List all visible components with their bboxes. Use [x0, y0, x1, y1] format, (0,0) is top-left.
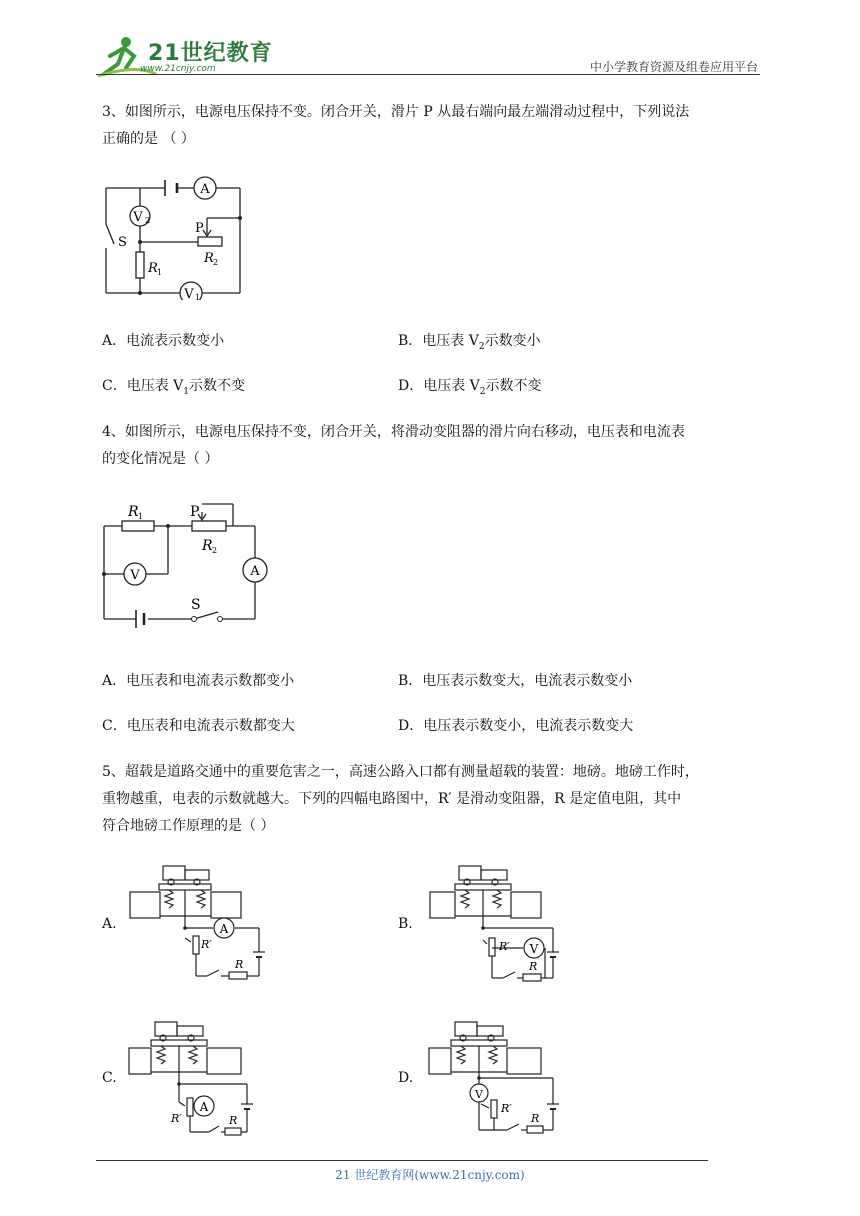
q4-slider-label: P [190, 504, 200, 520]
q5b-voltmeter-label: V [529, 942, 539, 956]
q3-v2-sub: 2 [145, 216, 151, 225]
q3-r1-label: R [148, 261, 158, 276]
question-4-line1: 4、如图所示，电源电压保持不变，闭合开关，将滑动变阻器的滑片向右移动，电压表和电流表 [102, 424, 685, 440]
q5b-r-label: R [529, 960, 538, 973]
q3-v1-sub: 1 [195, 293, 201, 300]
q4-option-d[interactable]: D．电压表示数变小，电流表示数变大 [398, 718, 634, 734]
q5d-rp-label: R′ [501, 1102, 512, 1115]
q5-circuit-d [425, 1018, 575, 1142]
question-4 [102, 419, 762, 473]
question-5 [102, 759, 762, 840]
q4-switch-label: S [191, 597, 201, 613]
q4-ammeter-label: A [250, 564, 260, 579]
q4-option-c[interactable]: C．电压表和电流表示数都变大 [102, 718, 295, 734]
q4-option-b[interactable]: B．电压表示数变大，电流表示数变小 [398, 673, 633, 689]
q3-option-c[interactable]: C．电压表 $V_1$示数不变 [102, 378, 246, 397]
q4-circuit-diagram [98, 496, 273, 636]
q5-option-a-label[interactable]: A. [102, 916, 117, 932]
q3-option-d[interactable]: D．电压表 $V_2$示数不变 [398, 378, 542, 397]
q4-r2-sub: 2 [212, 546, 218, 555]
q5c-r-label: R [229, 1114, 238, 1127]
q5a-rp-label: R′ [201, 938, 212, 951]
footer-divider [96, 1160, 708, 1161]
q5a-ammeter-label: A [219, 922, 229, 936]
q3-option-a[interactable]: A．电流表示数变小 [102, 333, 225, 349]
question-5-line2: 重物越重，电表的示数就越大。下列的四幅电路图中，R′ 是滑动变阻器，R 是定值电阻，其中 [102, 791, 682, 807]
q4-option-a[interactable]: A．电压表和电流表示数都变小 [102, 673, 295, 689]
question-3-line1: 3、如图所示，电源电压保持不变。闭合开关，滑片 P 从最右端向最左端滑动过程中，下列说法 [102, 104, 690, 120]
q5c-rp-label: R′ [171, 1112, 182, 1125]
q5d-voltmeter-label: V [475, 1088, 483, 1101]
q4-r1-label: R [128, 504, 139, 520]
q3-r2-label: R [204, 251, 214, 266]
question-4-line2: 的变化情况是（ ） [102, 451, 219, 467]
q3-ammeter-label: A [200, 182, 210, 197]
q5c-ammeter-label: A [199, 1100, 209, 1114]
q4-r1-sub: 1 [138, 512, 144, 521]
logo-text: 21世纪教育 [148, 41, 273, 66]
q5-circuit-c [125, 1018, 275, 1142]
q3-option-b[interactable]: B．电压表 $V_2$示数变小 [398, 333, 541, 352]
question-5-line1: 5、超载是道路交通中的重要危害之一，高速公路入口都有测量超载的装置：地磅。地磅工作时， [102, 764, 699, 780]
q5-option-b-label[interactable]: B. [398, 916, 413, 932]
q5-option-d-label[interactable]: D. [398, 1070, 414, 1086]
q5a-r-label: R [235, 958, 244, 971]
question-3 [102, 99, 762, 153]
header-divider [96, 74, 760, 75]
q5d-r-label: R [531, 1112, 540, 1125]
q5-circuit-a [125, 862, 275, 986]
q3-slider-label: P [195, 221, 204, 236]
q4-r2-label: R [202, 538, 213, 554]
q3-r1-sub: 1 [157, 268, 163, 277]
question-5-line3: 符合地磅工作原理的是（ ） [102, 818, 275, 834]
header-platform-text: 中小学教育资源及组卷应用平台 [589, 60, 758, 74]
footer-text: 21 世纪教育网(www.21cnjy.com) [335, 1168, 525, 1182]
q3-circuit-diagram [100, 176, 250, 300]
q3-v1-label: V [184, 287, 194, 300]
q3-v2-label: V [133, 210, 143, 225]
q3-switch-label: S [118, 235, 127, 250]
q5b-rp-label: R′ [499, 940, 510, 953]
question-3-line2: 正确的是 （ ） [102, 131, 195, 147]
q4-voltmeter-label: V [130, 568, 140, 583]
logo-url: www.21cnjy.com [140, 64, 216, 74]
q5-circuit-b [425, 862, 575, 986]
q5-option-c-label[interactable]: C. [102, 1070, 117, 1086]
q3-r2-sub: 2 [213, 258, 219, 267]
